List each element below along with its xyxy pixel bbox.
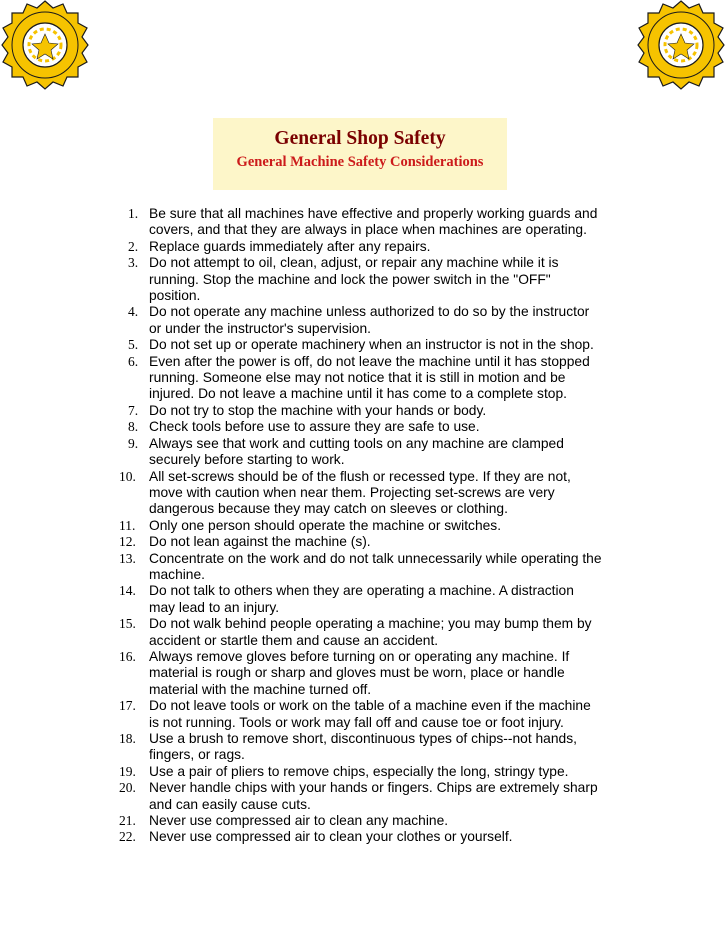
rule-text-line: All set-screws should be of the flush or recessed type. If they are not, <box>149 468 571 484</box>
list-item <box>119 763 628 780</box>
rule-text-line: running. Someone else may not notice that it is still in motion and be <box>149 370 566 386</box>
watermark-seal-right[interactable] <box>636 0 726 90</box>
rule-number: 22. <box>119 829 136 845</box>
rule-number: 16. <box>119 648 136 664</box>
page-title: General Shop Safety <box>274 128 446 149</box>
rule-number: 21. <box>119 813 136 829</box>
list-item <box>119 780 628 813</box>
rule-text-line: position. <box>149 288 201 304</box>
watermark-seal-left[interactable] <box>0 0 90 90</box>
list-item <box>128 337 628 353</box>
rule-text-line: or under the instructor's supervision. <box>149 320 371 336</box>
rule-number: 9. <box>128 435 139 451</box>
rule-number: 4. <box>128 304 139 320</box>
rule-text-line: Use a pair of pliers to remove chips, especially the long, stringy type. <box>149 763 569 779</box>
list-item <box>119 517 628 534</box>
rule-text-line: Never use compressed air to clean any machine. <box>149 813 449 829</box>
list-item <box>128 419 628 435</box>
safety-rules-list <box>119 206 628 846</box>
list-item <box>119 731 628 764</box>
rule-text-line: Do not walk behind people operating a machine; you may bump them by <box>149 616 592 632</box>
rule-number: 18. <box>119 731 136 746</box>
list-item <box>119 813 628 829</box>
seal-badge-icon <box>636 0 726 90</box>
list-item <box>128 206 628 239</box>
page-subtitle: General Machine Safety Considerations <box>236 154 484 170</box>
list-item <box>119 648 628 698</box>
list-item <box>128 436 628 469</box>
rule-text-line: Do not lean against the machine (s). <box>149 534 371 550</box>
rule-number: 17. <box>119 698 136 714</box>
rule-text-line: Be sure that all machines have effective and properly working guards and <box>149 206 598 221</box>
rule-text-line: Do not set up or operate machinery when an instructor is not in the shop. <box>149 337 594 353</box>
rule-text-line: material with the machine turned off. <box>149 681 372 697</box>
list-item <box>128 255 628 304</box>
list-item <box>119 468 628 518</box>
rule-number: 7. <box>128 402 139 418</box>
list-item <box>128 304 628 337</box>
rule-text-line: Always remove gloves before turning on or operating any machine. If <box>149 648 570 664</box>
rule-number: 1. <box>128 206 139 221</box>
list-item <box>119 698 628 731</box>
rule-text-line: securely before starting to work. <box>149 452 345 468</box>
rule-number: 6. <box>128 353 139 369</box>
title-box <box>213 118 507 190</box>
rule-text-line: Concentrate on the work and do not talk unnecessarily while operating the <box>149 550 602 566</box>
rule-number: 10. <box>119 468 136 484</box>
list-item <box>128 239 628 255</box>
rule-text-line: accident or startle them and cause an accident. <box>149 632 439 648</box>
list-item <box>128 403 628 419</box>
rule-text-line: Even after the power is off, do not leave the machine until it has stopped <box>149 353 590 369</box>
rule-number: 13. <box>119 550 136 566</box>
rule-text-line: dangerous because they may catch on sleeves or clothing. <box>149 501 508 517</box>
rule-text-line: Only one person should operate the machine or switches. <box>149 517 502 533</box>
rule-number: 2. <box>128 238 139 254</box>
list-item <box>128 354 628 403</box>
rule-text-line: Check tools before use to assure they are safe to use. <box>149 419 480 435</box>
rule-text-line: machine. <box>149 566 205 582</box>
rule-text-line: covers, and that they are always in place when machines are operating. <box>149 222 587 238</box>
rule-number: 15. <box>119 616 136 632</box>
rule-text-line: Always see that work and cutting tools on any machine are clamped <box>149 435 564 451</box>
rule-number: 19. <box>119 763 136 779</box>
rule-text-line: Do not leave tools or work on the table of a machine even if the machine <box>149 698 591 714</box>
rule-text-line: Do not attempt to oil, clean, adjust, or repair any machine while it is <box>149 255 559 271</box>
rule-text-line: Never handle chips with your hands or fingers. Chips are extremely sharp <box>149 780 598 796</box>
list-item <box>119 534 628 550</box>
rule-text-line: running. Stop the machine and lock the power switch in the "OFF" <box>149 271 551 287</box>
rule-text-line: Use a brush to remove short, discontinuous types of chips--not hands, <box>149 731 577 746</box>
rule-text-line: Do not try to stop the machine with your hands or body. <box>149 402 487 418</box>
list-item <box>119 829 628 845</box>
rule-number: 20. <box>119 780 136 796</box>
rule-text-line: injured. Do not leave a machine until it has come to a complete stop. <box>149 386 567 402</box>
rule-number: 12. <box>119 534 136 550</box>
rule-text-line: may lead to an injury. <box>149 599 280 615</box>
rule-number: 8. <box>128 419 139 435</box>
rule-number: 11. <box>119 517 136 533</box>
rule-text-line: is not running. Tools or work may fall off and cause toe or foot injury. <box>149 714 564 730</box>
rule-number: 3. <box>128 255 139 271</box>
rule-text-line: move with caution when near them. Projecting set-screws are very <box>149 484 555 500</box>
list-item <box>119 583 628 616</box>
list-item <box>119 616 628 649</box>
rule-text-line: Never use compressed air to clean your clothes or yourself. <box>149 829 513 845</box>
rule-text-line: and can easily cause cuts. <box>149 796 311 812</box>
rule-text-line: Replace guards immediately after any repairs. <box>149 238 431 254</box>
list-item <box>119 550 628 584</box>
rule-text-line: Do not talk to others when they are operating a machine. A distraction <box>149 583 574 599</box>
rule-text-line: material is rough or sharp and gloves must be worn, place or handle <box>149 665 565 681</box>
rule-number: 14. <box>119 583 136 599</box>
seal-badge-icon <box>0 0 90 90</box>
rule-text-line: fingers, or rags. <box>149 747 245 763</box>
rule-number: 5. <box>128 337 139 353</box>
rule-text-line: Do not operate any machine unless authorized to do so by the instructor <box>149 304 590 320</box>
